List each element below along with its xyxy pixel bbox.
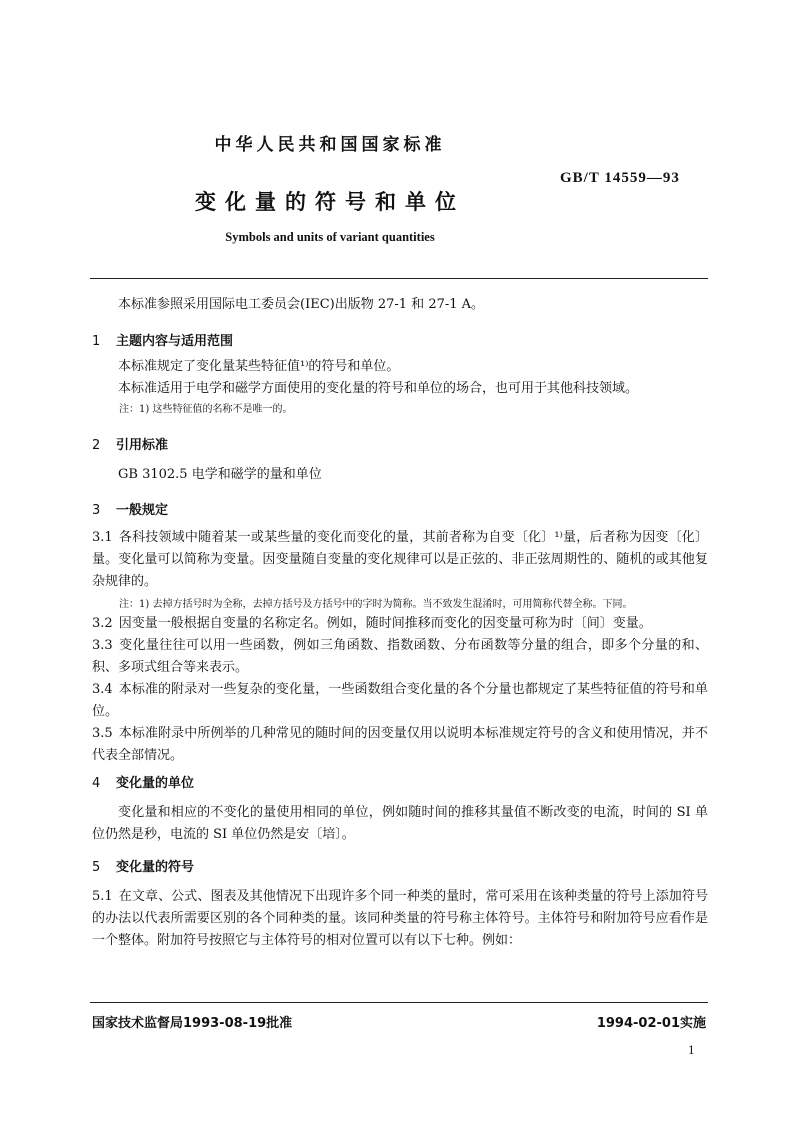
clause-number: 3.2 bbox=[92, 616, 113, 631]
standard-code bbox=[560, 170, 680, 187]
clause-3-2 bbox=[92, 613, 708, 635]
approval-date: 国家技术监督局1993-08-19批准 bbox=[92, 1016, 293, 1031]
clause-text: 因变量一般根据自变量的名称定名。例如，随时间推移而变化的因变量可称为时〔间〕变量。 bbox=[118, 616, 652, 631]
clause-text: 在文章、公式、图表及其他情况下出现许多个同一种类的量时，常可采用在该种类量的符号上添加符号的办法以代表所需要区别的各个同种类的量。该同种类量的符号称主体符号。主体符号和附加符号应看作是一个整体。附加符号按照它与主体符号的相对位置可以有以下七种。例如： bbox=[92, 889, 708, 948]
section-3-note: 注：1) 去掉方括号时为全称，去掉方括号及方括号中的字时为简称。当不致发生混淆时，可用简称代替全称。下同。 bbox=[119, 599, 633, 610]
effective-date: 1994-02-01实施 bbox=[596, 1016, 706, 1031]
section-number: 5 bbox=[92, 860, 101, 875]
intro-paragraph: 本标准参照采用国际电工委员会(IEC)出版物 27-1 和 27-1 A。 bbox=[118, 297, 485, 312]
clause-number: 3.1 bbox=[92, 530, 113, 545]
document-title-english: Symbols and units of variant quantities bbox=[225, 230, 435, 244]
clause-3-1 bbox=[92, 527, 708, 593]
section-title: 变化量的符号 bbox=[116, 860, 195, 875]
section-1-heading bbox=[92, 330, 233, 349]
section-number: 1 bbox=[92, 334, 101, 349]
clause-3-3 bbox=[92, 635, 708, 679]
org-title: 中华人民共和国国家标准 bbox=[214, 135, 446, 155]
section-1-paragraph-2: 本标准适用于电学和磁学方面使用的变化量的符号和单位的场合，也可用于其他科技领域。 bbox=[118, 381, 639, 396]
section-number: 4 bbox=[92, 776, 101, 791]
section-number: 3 bbox=[92, 503, 101, 518]
section-2-heading bbox=[92, 434, 168, 453]
clause-number: 3.3 bbox=[92, 638, 113, 653]
clause-text: 变化量往往可以用一些函数，例如三角函数、指数函数、分布函数等分量的组合，即多个分量的和、积、多项式组合等来表示。 bbox=[92, 638, 708, 675]
section-5-heading bbox=[92, 856, 194, 875]
clause-text: 本标准的附录对一些复杂的变化量，一些函数组合变化量的各个分量也都规定了某些特征值的符号和单位。 bbox=[92, 682, 708, 719]
section-title: 引用标准 bbox=[116, 438, 169, 453]
section-4-heading bbox=[92, 772, 194, 791]
section-2-paragraph-1: GB 3102.5 电学和磁学的量和单位 bbox=[118, 467, 322, 482]
section-3-heading bbox=[92, 499, 168, 518]
section-title: 一般规定 bbox=[116, 503, 169, 518]
page-number: 1 bbox=[688, 1042, 695, 1057]
clause-5-1 bbox=[92, 886, 708, 952]
clause-3-4 bbox=[92, 679, 708, 723]
clause-3-5 bbox=[92, 723, 708, 767]
section-number: 2 bbox=[92, 438, 101, 453]
footer-rule bbox=[90, 1002, 708, 1003]
clause-number: 3.4 bbox=[92, 682, 113, 697]
section-1-paragraph-1: 本标准规定了变化量某些特征值¹⁾的符号和单位。 bbox=[118, 359, 400, 374]
section-title: 变化量的单位 bbox=[116, 776, 195, 791]
document-title: 变化量的符号和单位 bbox=[195, 190, 465, 214]
clause-number: 3.5 bbox=[92, 726, 113, 741]
clause-number: 5.1 bbox=[92, 889, 113, 904]
section-4-paragraph-1: 变化量和相应的不变化的量使用相同的单位，例如随时间的推移其量值不断改变的电流，时间的 SI 单位仍然是秒，电流的 SI 单位仍然是安〔培〕。 bbox=[92, 805, 708, 842]
section-title: 主题内容与适用范围 bbox=[116, 334, 234, 349]
standard-code-text: GB/T 14559—93 bbox=[560, 170, 680, 186]
clause-text: 各科技领域中随着某一或某些量的变化而变化的量，其前者称为自变〔化〕¹⁾量，后者称为因变〔化〕量。变化量可以简称为变量。因变量随自变量的变化规律可以是正弦的、非正弦周期性的、随机的或其他复杂规律的。 bbox=[92, 530, 708, 589]
header-rule bbox=[90, 278, 708, 279]
section-1-note: 注：1) 这些特征值的名称不是唯一的。 bbox=[119, 404, 293, 415]
clause-text: 本标准附录中所例举的几种常见的随时间的因变量仅用以说明本标准规定符号的含义和使用情况，并不代表全部情况。 bbox=[92, 726, 708, 763]
